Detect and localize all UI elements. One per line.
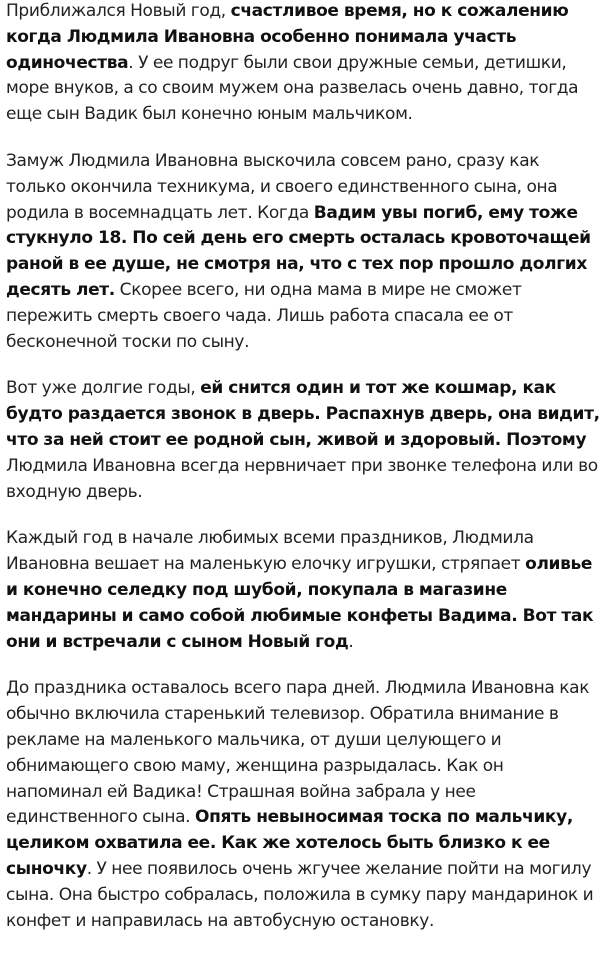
text-run: Замуж Людмила Ивановна выскочила совсем рано, сразу как только окончила техникума, и своего единственного сына, она родила в восемнадцать лет. Когда (6, 150, 558, 223)
article-body (6, 0, 600, 955)
text-run: Скорее всего, ни одна мама в мире не сможет пережить смерть своего чада. Лишь работа спасала ее от бесконечной тоски по сыну. (6, 279, 522, 352)
bold-run: ей снится один и тот же кошмар, как будто раздается звонок в дверь. Распахнув дверь, она видит, что за ней стоит ее родной сын, живой и здоровый. Поэтому (6, 378, 600, 450)
text-run: Приближался Новый год, (6, 1, 231, 21)
text-run: До праздника оставалось всего пара дней. Людмила Ивановна как обычно включила старенький телевизор. Обратила внимание в рекламе на маленького мальчика, от души целующего и обнимающего свою маму, женщина разрыдалась. Как он напоминал ей Вадика! Страшная война забрала у нее единственного сына. (6, 678, 590, 828)
paragraph-2 (6, 149, 600, 355)
bold-run: Опять невыносимая тоска по мальчику, целиком охватила ее. Как же хотелось быть близко к ее сыночку (6, 807, 573, 879)
paragraph-5 (6, 676, 600, 934)
text-run: Вот уже долгие годы, (6, 378, 201, 399)
paragraph-4 (6, 526, 600, 655)
text-run: . У нее появилось очень жгучее желание пойти на могилу сына. Она быстро собралась, положила в сумку пару мандаринок и конфет и направилась на автобусную остановку. (6, 858, 594, 931)
text-run: Каждый год в начале любимых всеми праздников, Людмила Ивановна вешает на маленькую елочку игрушки, стряпает (6, 528, 534, 575)
text-run: . (348, 631, 354, 652)
bold-run: счастливое время, но к сожалению когда Людмила Ивановна особенно понимала участь одиночества (6, 1, 569, 73)
text-run: Людмила Ивановна всегда нервничает при звонке телефона или во входную дверь. (6, 455, 598, 502)
paragraph-1 (6, 0, 600, 128)
bold-run: оливье и конечно селедку под шубой, покупала в магазине мандарины и само собой любимые конфеты Вадима. Вот так они и встречали с сыном Новый год (6, 554, 594, 652)
bold-run: Вадим увы погиб, ему тоже стукнуло 18. По сей день его смерть осталась кровоточащей раной в ее душе, не смотря на, что с тех пор прошло долгих десять лет. (6, 202, 591, 300)
paragraph-3 (6, 376, 600, 505)
text-run: . У ее подруг были свои дружные семьи, детишки, море внуков, а со своим мужем она развелась очень давно, тогда еще сын Вадик был конечно юным мальчиком. (6, 52, 579, 125)
